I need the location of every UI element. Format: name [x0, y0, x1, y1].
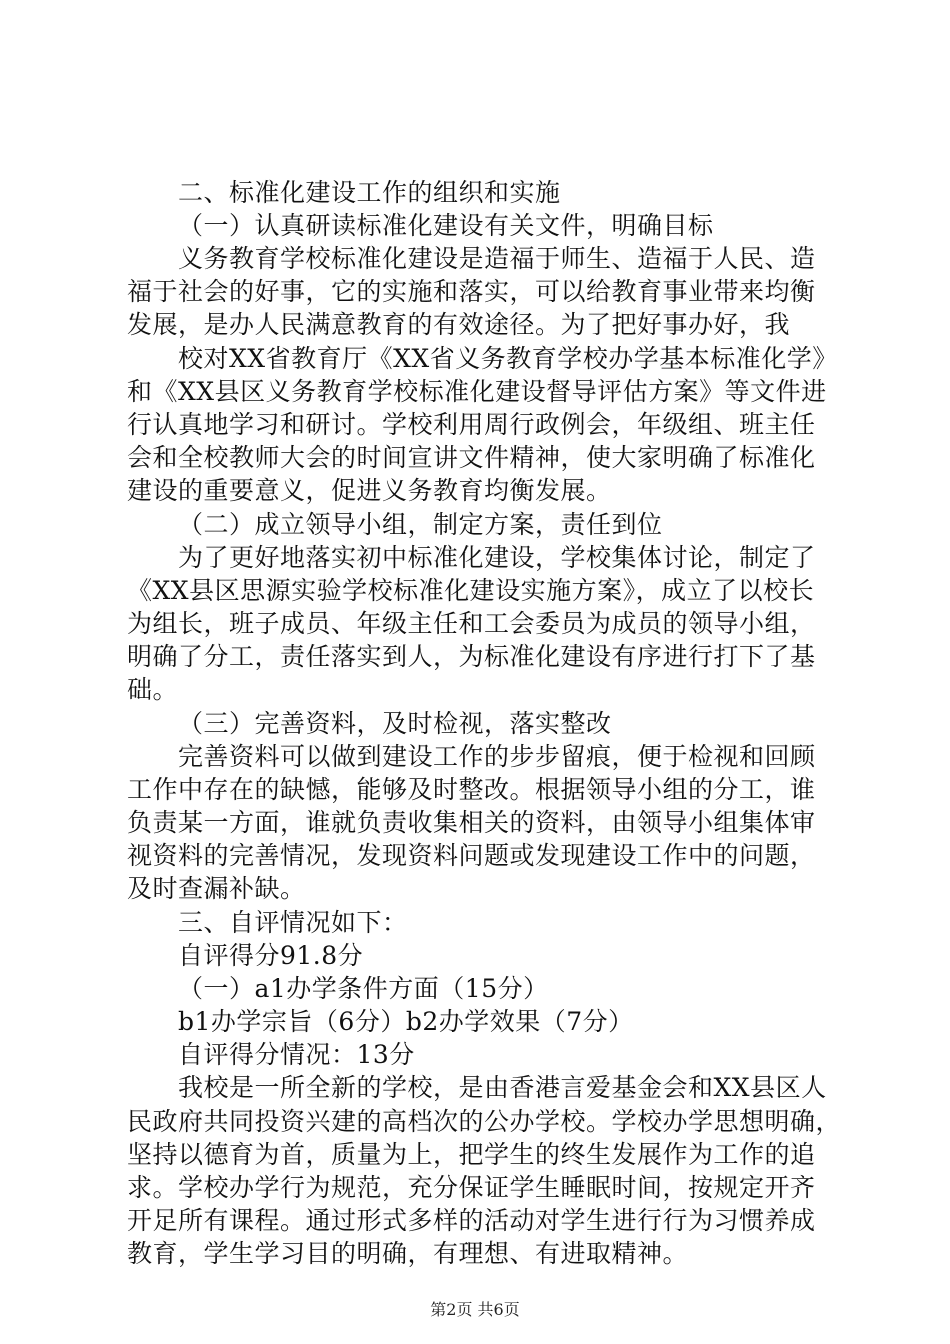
subsection-heading-2-1: （一）认真研读标准化建设有关文件，明确目标 — [178, 211, 714, 240]
paragraph-line: 明确了分工，责任落实到人，为标准化建设有序进行打下了基 — [127, 642, 816, 671]
paragraph-line: 求。学校办学行为规范，充分保证学生睡眠时间，按规定开齐 — [127, 1173, 816, 1202]
subsection-heading-2-2: （二）成立领导小组，制定方案，责任到位 — [178, 510, 663, 539]
paragraph-line: 《XX县区思源实验学校标准化建设实施方案》，成立了以校长 — [127, 576, 815, 605]
section-heading-3: 三、自评情况如下： — [178, 908, 408, 937]
paragraph-line: 校对XX省教育厅《XX省义务教育学校办学基本标准化学》 — [178, 344, 838, 373]
paragraph-line: 及时查漏补缺。 — [127, 874, 306, 903]
paragraph-line: 工作中存在的缺憾，能够及时整改。根据领导小组的分工，谁 — [127, 775, 816, 804]
subsection-heading-2-3: （三）完善资料，及时检视，落实整改 — [178, 709, 612, 738]
paragraph-line: 和《XX县区义务教育学校标准化建设督导评估方案》等文件进 — [127, 377, 827, 406]
paragraph-line: 福于社会的好事，它的实施和落实，可以给教育事业带来均衡 — [127, 277, 816, 306]
paragraph-line: 义务教育学校标准化建设是造福于师生、造福于人民、造 — [178, 244, 816, 273]
paragraph-line: 我校是一所全新的学校，是由香港言爱基金会和XX县区人 — [178, 1073, 827, 1102]
paragraph-line: 负责某一方面，谁就负责收集相关的资料，由领导小组集体审 — [127, 808, 816, 837]
self-score-detail: 自评得分情况：13分 — [178, 1040, 415, 1069]
score-items: b1办学宗旨（6分）b2办学效果（7分） — [178, 1007, 634, 1036]
paragraph-line: 为组长，班子成员、年级主任和工会委员为成员的领导小组， — [127, 609, 816, 638]
paragraph-line: 会和全校教师大会的时间宣讲文件精神，使大家明确了标准化 — [127, 443, 816, 472]
paragraph-line: 建设的重要意义，促进义务教育均衡发展。 — [127, 476, 612, 505]
paragraph-line: 础。 — [127, 675, 179, 704]
paragraph-line: 为了更好地落实初中标准化建设，学校集体讨论，制定了 — [178, 543, 816, 572]
paragraph-line: 民政府共同投资兴建的高档次的公办学校。学校办学思想明确， — [127, 1107, 842, 1136]
self-score-total: 自评得分91.8分 — [178, 941, 364, 970]
paragraph-line: 教育，学生学习目的明确，有理想、有进取精神。 — [127, 1239, 689, 1268]
paragraph-line: 开足所有课程。通过形式多样的活动对学生进行行为习惯养成 — [127, 1206, 816, 1235]
section-heading-2: 二、标准化建设工作的组织和实施 — [178, 178, 561, 207]
paragraph-line: 视资料的完善情况，发现资料问题或发现建设工作中的问题， — [127, 841, 816, 870]
paragraph-line: 完善资料可以做到建设工作的步步留痕，便于检视和回顾 — [178, 742, 816, 771]
page-number-footer: 第2页 共6页 — [430, 1300, 520, 1319]
subsection-heading-3-1: （一）a1办学条件方面（15分） — [178, 974, 549, 1003]
paragraph-line: 发展，是办人民满意教育的有效途径。为了把好事办好，我 — [127, 310, 791, 339]
paragraph-line: 行认真地学习和研讨。学校利用周行政例会，年级组、班主任 — [127, 410, 816, 439]
paragraph-line: 坚持以德育为首，质量为上，把学生的终生发展作为工作的追 — [127, 1140, 816, 1169]
